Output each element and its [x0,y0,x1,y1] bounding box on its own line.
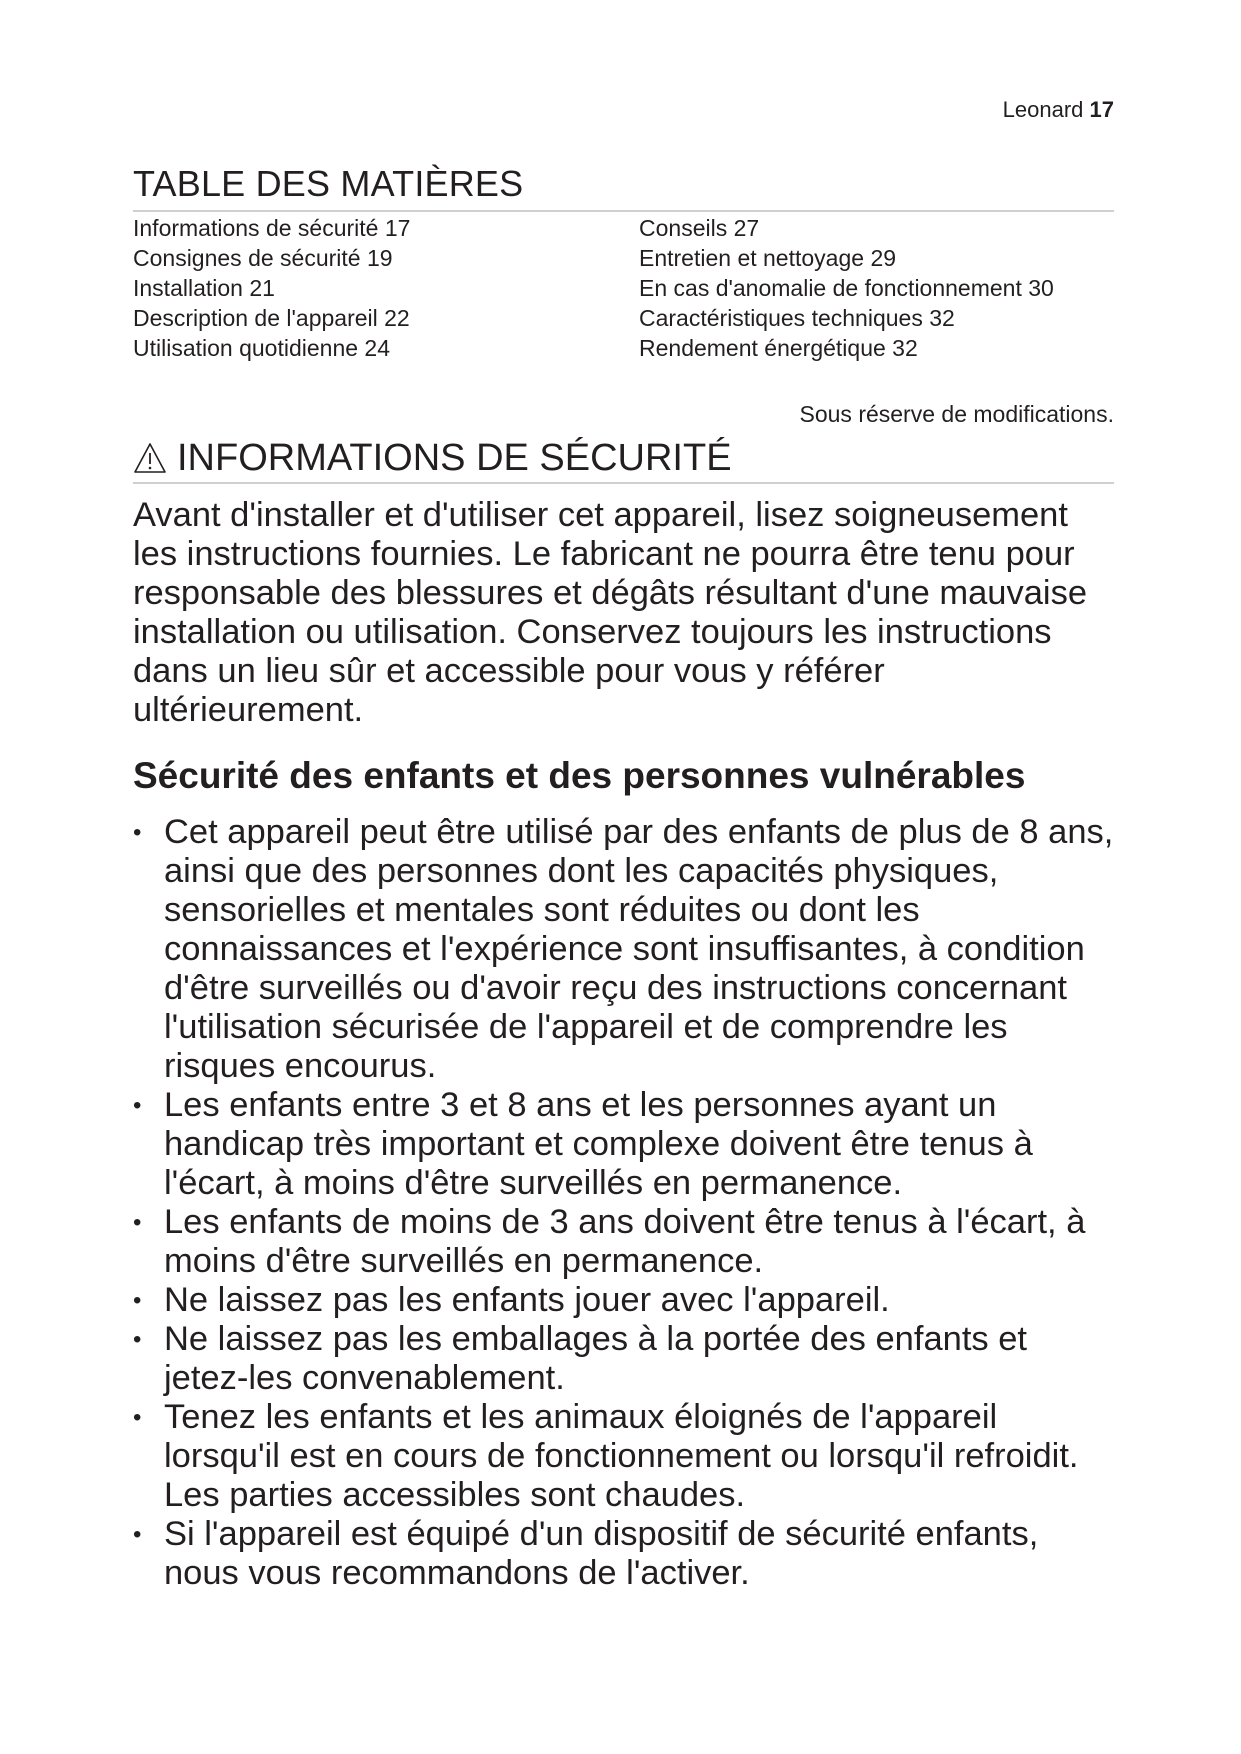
toc-item[interactable]: Caractéristiques techniques 32 [639,305,955,331]
bullet-icon: • [133,1521,142,1548]
list-item-text: Ne laissez pas les emballages à la portée des enfants et jetez-les convenablement. [164,1320,1028,1397]
list-item [133,1515,1118,1593]
toc-item[interactable]: Rendement énergétique 32 [639,335,918,361]
list-item [133,1203,1118,1281]
bullet-icon: • [133,1287,142,1314]
list-item-text: Les enfants entre 3 et 8 ans et les personnes ayant un handicap très important et complexe doivent être tenus à l'écart, à moins d'être surveillés en permanence. [164,1086,1033,1202]
bullet-icon: • [133,1209,142,1236]
toc-item[interactable]: Consignes de sécurité 19 [133,245,393,271]
toc-divider [133,210,1114,212]
toc-title: TABLE DES MATIÈRES [133,163,524,204]
warning-triangle-icon [133,442,167,474]
toc-item[interactable]: En cas d'anomalie de fonctionnement 30 [639,275,1054,301]
list-item-text: Ne laissez pas les enfants jouer avec l'appareil. [164,1281,890,1319]
toc-item[interactable]: Installation 21 [133,275,275,301]
doc-name: Leonard [1002,97,1084,122]
safety-divider [133,482,1114,484]
list-item-text: Cet appareil peut être utilisé par des enfants de plus de 8 ans, ainsi que des personnes dont les capacités physiques, sensorielles et mentales sont réduites ou dont les connaissances et l'expérience sont insuffisantes, à condition d'être surveillés ou d'avoir reçu des instructions concernant l'utilisation sécurisée de l'appareil et de comprendre les risques encourus. [164,813,1114,1085]
bullet-icon: • [133,1092,142,1119]
child-safety-list [133,813,1118,1593]
toc-item[interactable]: Conseils 27 [639,215,760,241]
list-item [133,1281,1118,1320]
page-number: 17 [1089,97,1114,122]
bullet-icon: • [133,1404,142,1431]
toc-item[interactable]: Description de l'appareil 22 [133,305,410,331]
list-item-text: Si l'appareil est équipé d'un dispositif de sécurité enfants, nous vous recommandons de l'activer. [164,1515,1039,1592]
bullet-icon: • [133,1326,142,1353]
toc-right-column [639,213,1054,363]
list-item [133,813,1118,1086]
list-item-text: Les enfants de moins de 3 ans doivent être tenus à l'écart, à moins d'être surveillés en permanence. [164,1203,1086,1280]
toc-item[interactable]: Entretien et nettoyage 29 [639,245,897,271]
list-item [133,1086,1118,1203]
safety-title-text: INFORMATIONS DE SÉCURITÉ [177,437,732,479]
list-item-text: Tenez les enfants et les animaux éloignés de l'appareil lorsqu'il est en cours de fonctionnement ou lorsqu'il refroidit. Les parties accessibles sont chaudes. [164,1398,1079,1514]
toc-item[interactable]: Utilisation quotidienne 24 [133,335,391,361]
safety-section-title [133,437,732,479]
list-item [133,1320,1118,1398]
toc-item[interactable]: Informations de sécurité 17 [133,215,411,241]
toc-left-column [133,213,410,363]
page-header [1003,98,1114,122]
list-item [133,1398,1118,1515]
bullet-icon: • [133,819,142,846]
reserve-note: Sous réserve de modifications. [799,401,1114,427]
child-safety-heading: Sécurité des enfants et des personnes vulnérables [133,755,1026,796]
safety-intro-paragraph: Avant d'installer et d'utiliser cet appareil, lisez soigneusement les instructions fournies. Le fabricant ne pourra être tenu pour responsable des blessures et dégâts résultant d'une mauvaise installation ou utilisation. Conservez toujours les instructions dans un lieu sûr et accessible pour vous y référer ultérieurement. [133,496,1088,729]
